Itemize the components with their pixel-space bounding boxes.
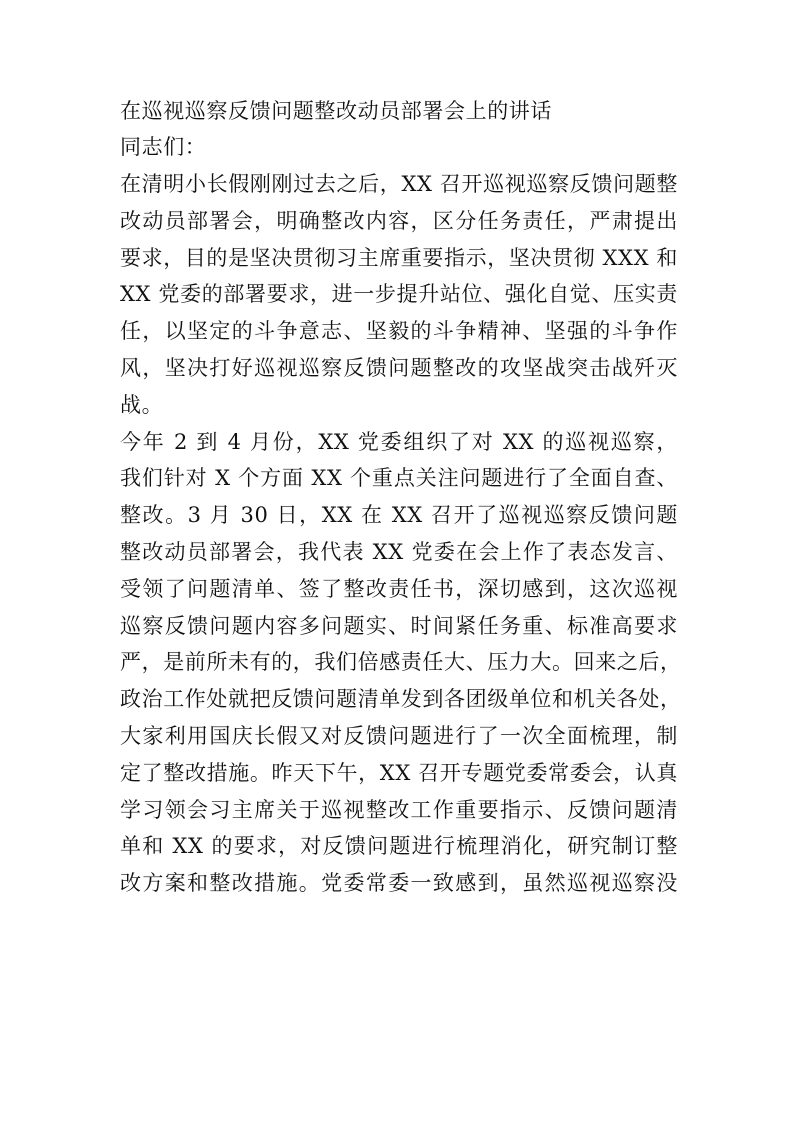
- paragraph-line: XX 党委的部署要求，进一步提升站位、强化自觉、压实责: [120, 282, 678, 307]
- paragraph-line: 受领了问题清单、签了整改责任书，深切感到，这次巡视: [120, 576, 678, 601]
- paragraph-line: 改动员部署会，明确整改内容，区分任务责任，严肃提出: [120, 208, 678, 233]
- paragraph-line: 学习领会习主席关于巡视整改工作重要指示、反馈问题清: [120, 797, 678, 822]
- paragraph-line: 战。: [120, 392, 164, 417]
- paragraph-line: 整改。3 月 30 日，XX 在 XX 召开了巡视巡察反馈问题: [120, 503, 678, 528]
- paragraph-line: 巡察反馈问题内容多问题实、时间紧任务重、标准高要求: [120, 613, 678, 638]
- document-page: [120, 94, 682, 902]
- paragraph-2: [120, 424, 682, 902]
- paragraph-line: 今年 2 到 4 月份，XX 党委组织了对 XX 的巡视巡察，: [120, 429, 678, 454]
- paragraph-line: 改方案和整改措施。党委常委一致感到，虽然巡视巡察没: [120, 871, 678, 896]
- paragraph-line: 我们针对 X 个方面 XX 个重点关注问题进行了全面自查、: [120, 466, 678, 491]
- paragraph-line: 风，坚决打好巡视巡察反馈问题整改的攻坚战突击战歼灭: [120, 355, 678, 380]
- paragraph-line: 整改动员部署会，我代表 XX 党委在会上作了表态发言、: [120, 539, 678, 564]
- paragraph-line: 政治工作处就把反馈问题清单发到各团级单位和机关各处，: [120, 687, 682, 712]
- paragraph-line: 单和 XX 的要求，对反馈问题进行梳理消化，研究制订整: [120, 834, 678, 859]
- salutation: 同志们：: [120, 135, 207, 159]
- paragraph-1: [120, 166, 678, 424]
- paragraph-line: 严，是前所未有的，我们倍感责任大、压力大。回来之后，: [120, 650, 682, 675]
- paragraph-line: 大家利用国庆长假又对反馈问题进行了一次全面梳理，制: [120, 723, 678, 748]
- document-title: 在巡视巡察反馈问题整改动员部署会上的讲话: [120, 99, 552, 123]
- paragraph-line: 定了整改措施。昨天下午，XX 召开专题党委常委会，认真: [120, 760, 678, 785]
- paragraph-line: 要求，目的是坚决贯彻习主席重要指示，坚决贯彻 XXX 和: [120, 245, 678, 270]
- paragraph-line: 在清明小长假刚刚过去之后，XX 召开巡视巡察反馈问题整: [120, 172, 678, 196]
- paragraph-line: 任，以坚定的斗争意志、坚毅的斗争精神、坚强的斗争作: [120, 319, 678, 344]
